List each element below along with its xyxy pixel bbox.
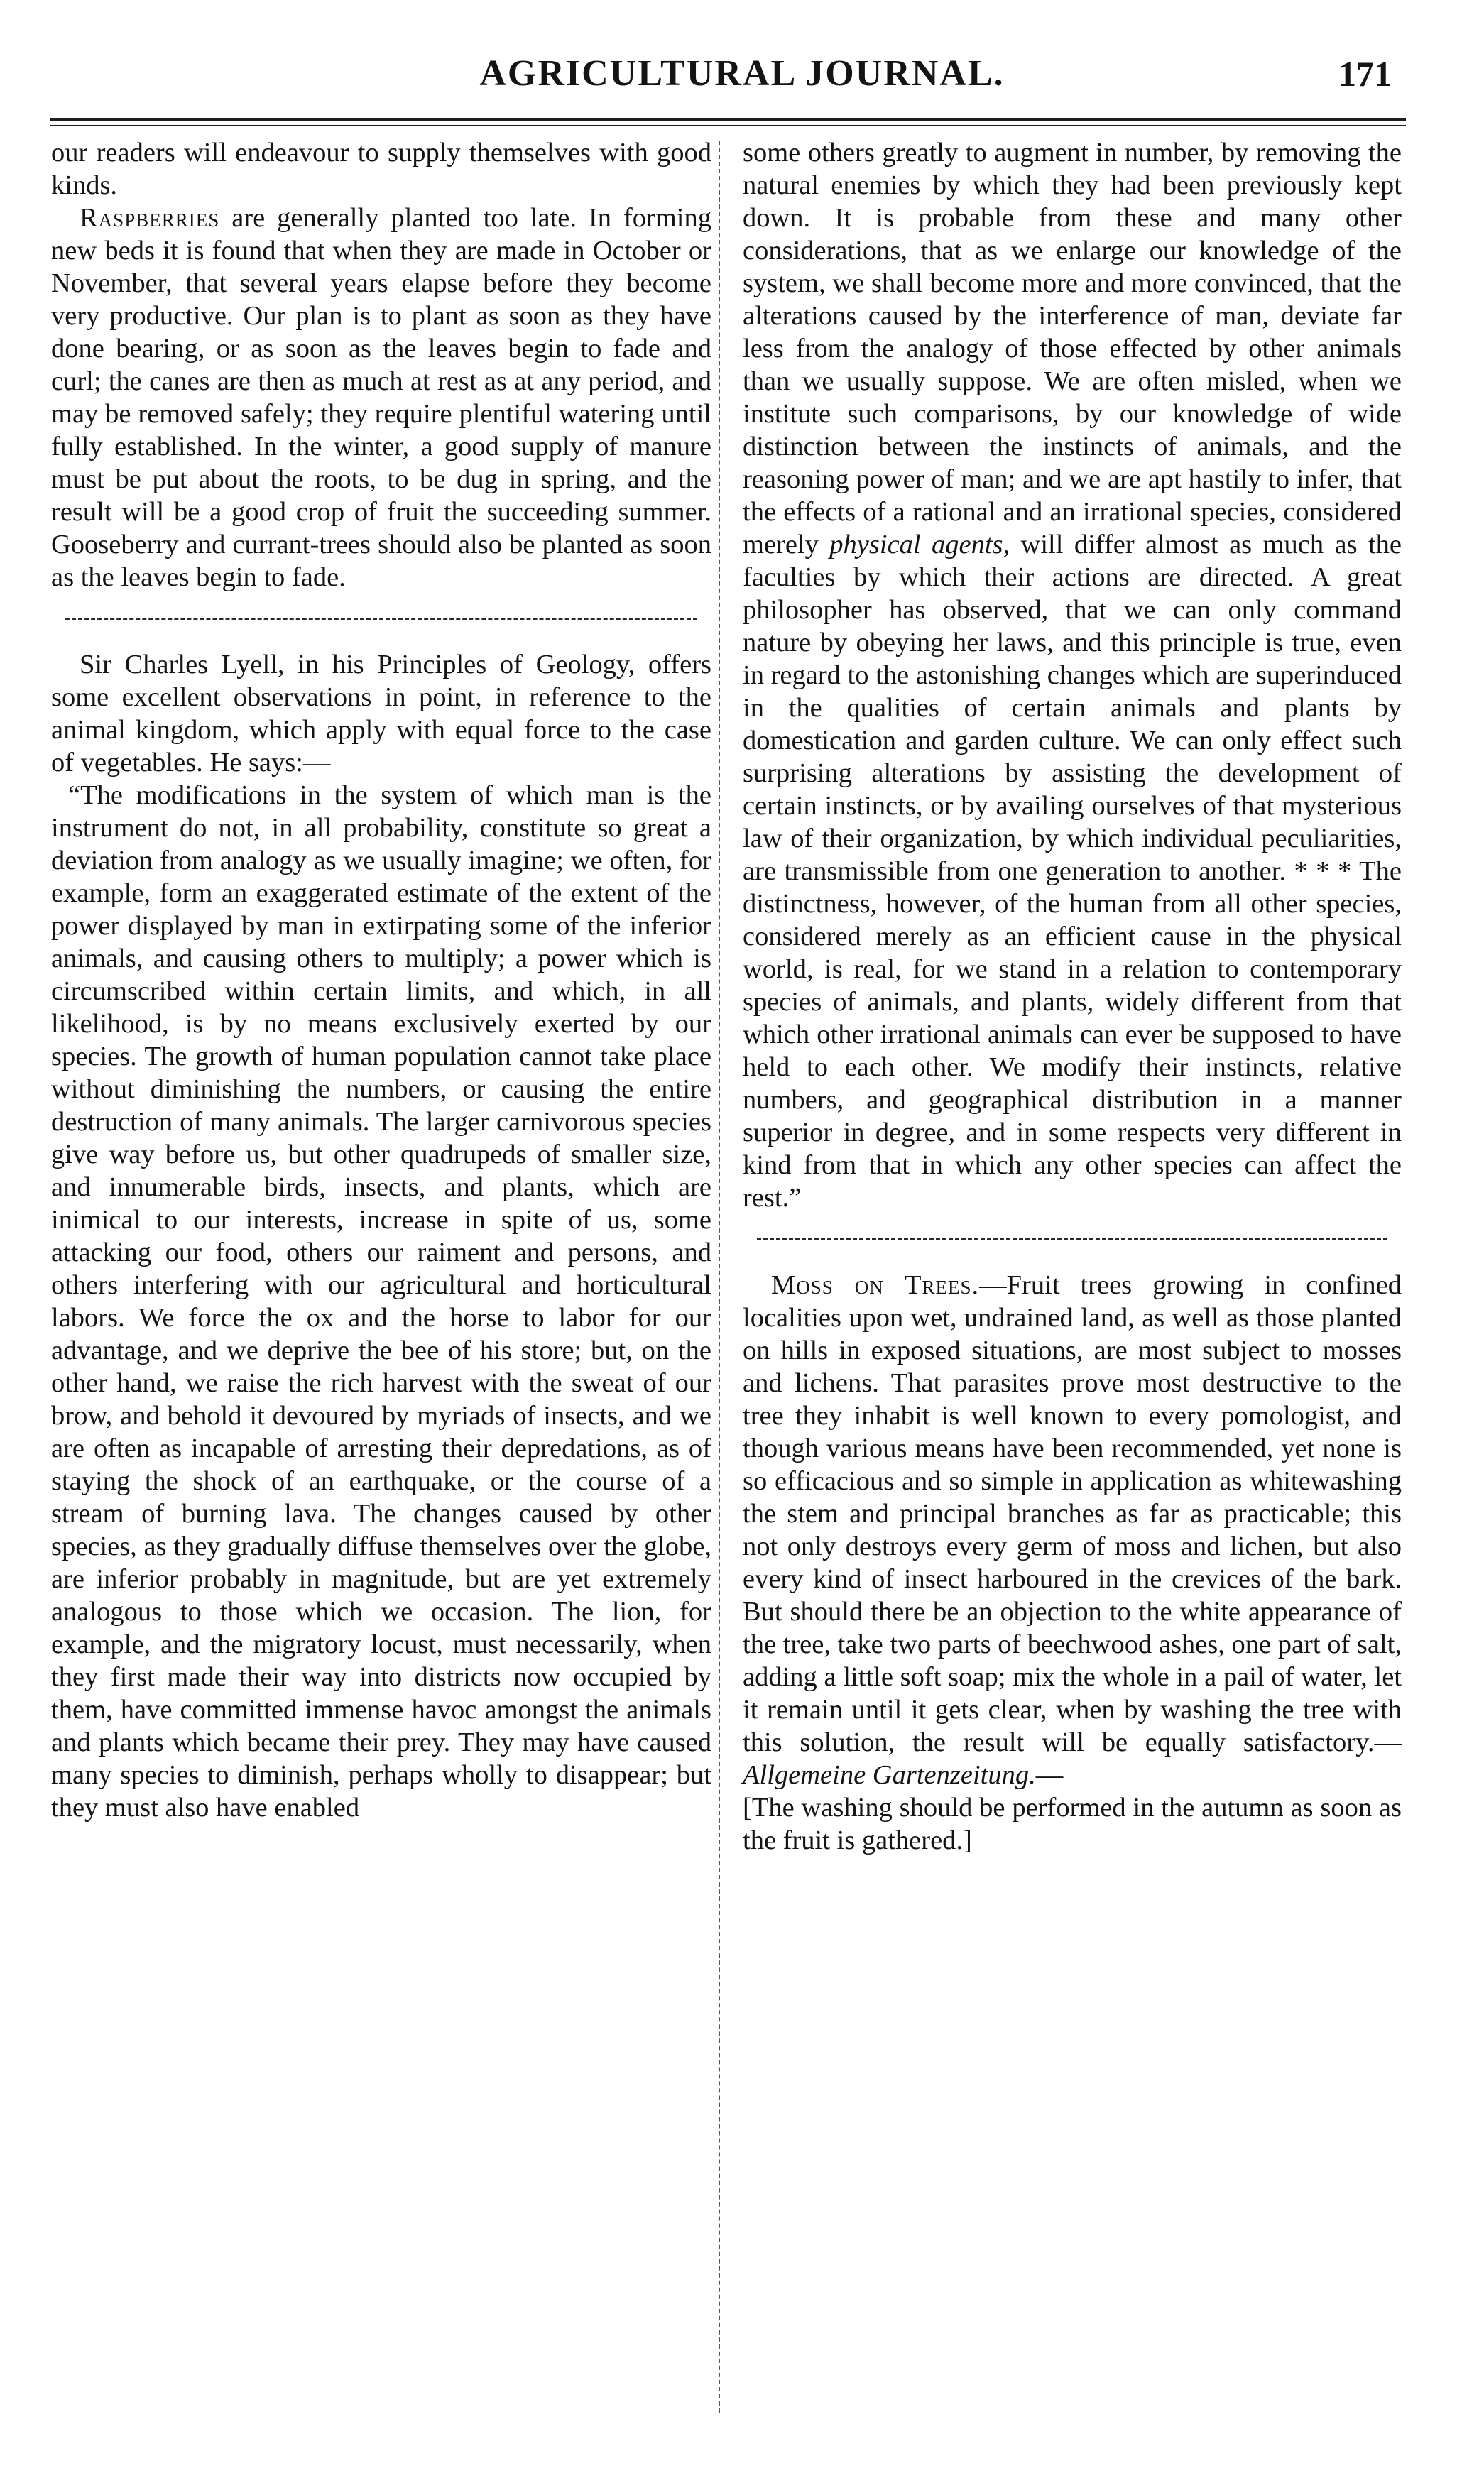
moss-note: [The washing should be performed in the autumn as soon as the fruit is gathered.] (743, 1793, 1402, 1855)
moss-text: —Fruit trees growing in confined localities upon wet, undrained land, as well as those planted on hills in exposed situations, are most subject to mosses and lichens. That parasites prove most destructive to the tree they inhabit is well known to every pomologist, and though various means have been recommended, yet none is so efficacious and so simple in application as whitewashing the stem and principal branches as far as practicable; this not only destroys every germ of moss and lichen, but also every kind of insect harboured in the crevices of the bark. But should there be an objection to the white appearance of the tree, take two parts of beechwood ashes, one part of salt, adding a little soft soap; mix the whole in a pail of water, let it remain until it gets clear, when by washing the tree with this solution, the result will be equally satisfactory.— (743, 1270, 1402, 1757)
quote-continuation-paragraph (743, 136, 1402, 1214)
moss-paragraph (743, 1269, 1402, 1857)
moss-dash: — (1035, 1760, 1064, 1790)
raspberries-text: are generally planted too late. In forming new beds it is found that when they are made in October or November, that several years elapse before they become very productive. Our plan is to plant as soon as they have done bearing, or as soon as the leaves begin to fade and curl; the canes are then as much at rest as at any period, and may be removed safely; they require plentiful watering until fully established. In the winter, a good supply of manure must be put about the roots, to be dug in spring, and the result will be a good crop of fruit the succeeding summer. Gooseberry and currant-trees should also be planted as soon as the leaves begin to fade. (51, 203, 711, 592)
lyell-intro-paragraph: Sir Charles Lyell, in his Principles of Geology, offers some excellent observations in point, in reference to the animal kingdom, which apply with equal force to the case of vegetables. He says:— (51, 650, 711, 777)
section-divider (757, 1238, 1387, 1240)
page-header (50, 45, 1434, 102)
raspberries-paragraph (51, 202, 711, 594)
lyell-quote-paragraph: “The modifications in the system of which man is the instrument do not, in all probability, constitute so great a deviation from analogy as we usually imagine; we often, for example, form an exaggerated estimate of the extent of the power displayed by man in extirpating some of the inferior animals, and causing others to multiply; a power which is circumscribed within certain limits, and which, in all likelihood, is by no means exclusively exerted by our species. The growth of human population cannot take place without diminishing the numbers, or causing the entire destruction of many animals. The larger carnivorous species give way before us, but other quadrupeds of smaller size, and innumerable birds, insects, and plants, which are inimical to our interests, increase in spite of us, some attacking our food, others our raiment and persons, and others interfering with our agricultural and horticultural labors. We force the ox and the horse to labor for our advantage, and we deprive the bee of his store; but, on the other hand, we raise the rich harvest with the sweat of our brow, and behold it devoured by myriads of insects, and we are often as incapable of arresting their depredations, as of staying the shock of an earthquake, or the course of a stream of burning lava. The changes caused by other species, as they gradually diffuse themselves over the globe, are inferior probably in magnitude, but are yet extremely analogous to those which we occasion. The lion, for example, and the migratory locust, must necessarily, when they first made their way into districts now occupied by them, have committed immense havoc amongst the animals and plants which became their prey. They may have caused many species to diminish, perhaps wholly to disappear; but they must also have enabled (51, 780, 711, 1823)
moss-lead: Moss on Trees. (771, 1270, 980, 1300)
moss-source: Allgemeine Gartenzeitung. (743, 1760, 1036, 1790)
quote-continuation-text-2: will differ almost as much as the faculties by which their actions are directed. A great philosopher has observed, that we can only command nature by obeying her laws, and this principle is true, even in regard to the astonishing changes which are superinduced in the qualities of certain animals and plants by domestication and garden culture. We can only effect such surprising alterations by assisting the development of certain instincts, or by availing ourselves of that mysterious law of their organization, by which individual peculiarities, are transmissible from one generation to another. * * * The distinctness, however, of the human from all other species, considered merely as an efficient cause in the physical world, is real, for we stand in a relation to contemporary species of animals, and plants, widely different from that which other irrational animals can ever be supposed to have held to each other. We modify their instincts, relative numbers, and geographical distribution in a manner superior in degree, and in some respects very different in kind from that in which any other species can affect the rest.” (743, 530, 1402, 1213)
column-divider (719, 141, 720, 2413)
header-rule (50, 118, 1406, 126)
page-number: 171 (1338, 54, 1392, 94)
left-column (51, 136, 711, 1824)
intro-paragraph: our readers will endeavour to supply themselves with good kinds. (51, 138, 711, 200)
section-divider (65, 618, 697, 620)
quote-emphasis: physical agents, (829, 530, 1010, 559)
right-column (743, 136, 1402, 1857)
running-title: AGRICULTURAL JOURNAL. (479, 53, 1005, 94)
quote-continuation-text-1: some others greatly to augment in number, by removing the natural enemies by which they had been previously kept down. It is probable from these and many other considerations, that as we enlarge our knowledge of the system, we shall become more and more convinced, that the alterations caused by the interference of man, deviate far less from the analogy of those effected by other animals than we usually suppose. We are often misled, when we institute such comparisons, by our knowledge of wide distinction between the instincts of animals, and the reasoning power of man; and we are apt hastily to infer, that the effects of a rational and an irrational species, considered merely (743, 138, 1402, 559)
raspberries-lead: Raspberries (80, 203, 220, 233)
